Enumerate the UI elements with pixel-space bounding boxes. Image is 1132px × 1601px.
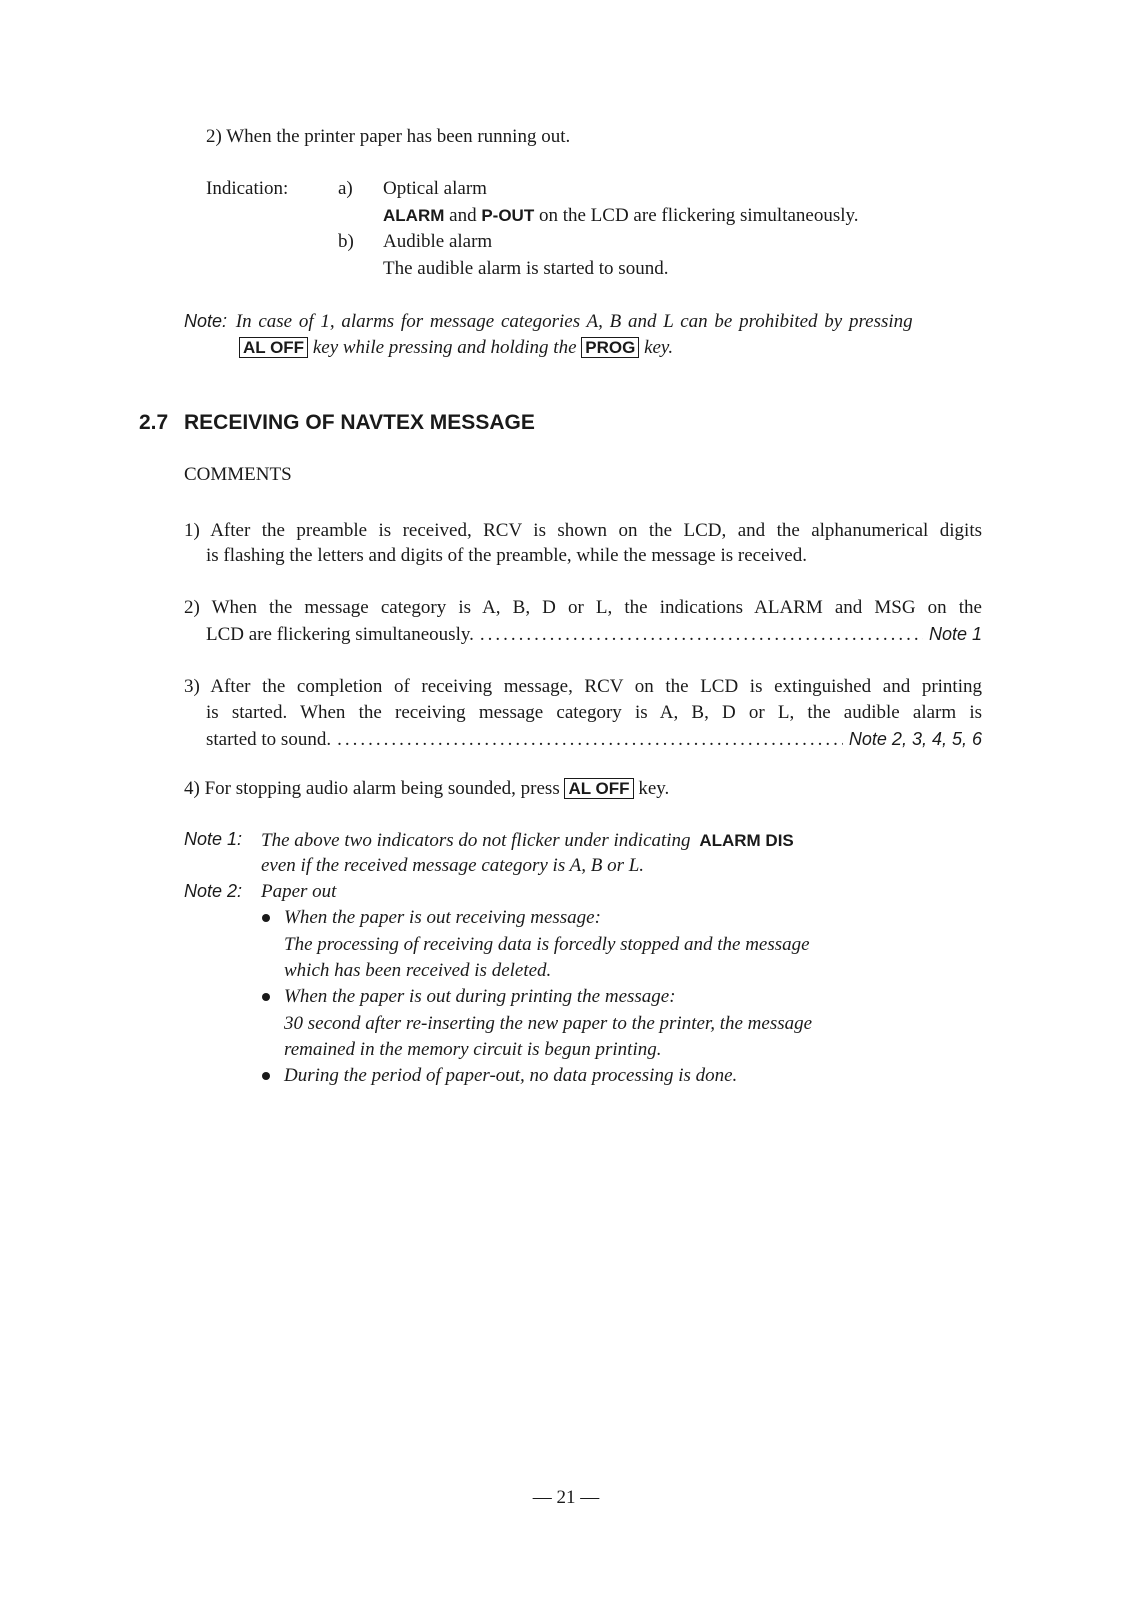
desc-and: and <box>449 205 477 226</box>
item2-line1: 2) When the message category is A, B, D or L, the indications ALARM and MSG on the <box>184 597 982 618</box>
item3-line3 <box>206 729 982 751</box>
item-paper-out: 2) When the printer paper has been running out. <box>206 126 571 147</box>
bullet-icon <box>262 914 270 922</box>
prog-key: PROG <box>581 337 639 358</box>
item3-line2: is started. When the receiving message category is A, B, D or L, the audible alarm is <box>206 702 982 723</box>
section-title: RECEIVING OF NAVTEX MESSAGE <box>184 411 535 434</box>
item1-line1: 1) After the preamble is received, RCV is shown on the LCD, and the alphanumerical digits <box>184 520 982 541</box>
note1-text: The above two indicators do not flicker under indicating <box>261 830 691 851</box>
alarm-indicator: ALARM <box>383 206 445 225</box>
note-text-line2: key while pressing and holding the <box>312 337 577 358</box>
audible-alarm-desc: The audible alarm is started to sound. <box>383 258 669 279</box>
bullet1-line2: which has been received is deleted. <box>284 960 552 981</box>
note1-label: Note 1: <box>184 829 243 849</box>
item4 <box>184 778 669 800</box>
item1-line2: is flashing the letters and digits of the preamble, while the message is received. <box>206 545 807 566</box>
p-out-indicator: P-OUT <box>481 206 535 225</box>
note2-title: Paper out <box>261 881 337 902</box>
item3-line1: 3) After the completion of receiving message, RCV on the LCD is extinguished and printing <box>184 676 982 697</box>
note-text-line2-tail: key. <box>644 337 674 358</box>
marker-b: b) <box>338 231 354 252</box>
note-line2 <box>239 337 673 359</box>
comments-label: COMMENTS <box>184 464 292 485</box>
item2-line2 <box>206 624 982 646</box>
desc-tail: on the LCD are flickering simultaneously. <box>538 205 859 226</box>
bullet2-line2: remained in the memory circuit is begun printing. <box>284 1039 662 1060</box>
note1-line1 <box>261 830 794 852</box>
optical-alarm-title: Optical alarm <box>383 178 487 199</box>
bullet2-line1: 30 second after re-inserting the new paper to the printer, the message <box>284 1013 813 1034</box>
al-off-key: AL OFF <box>564 778 633 799</box>
bullet3-head: During the period of paper-out, no data processing is done. <box>284 1065 738 1086</box>
al-off-key: AL OFF <box>239 337 308 358</box>
page-number: — 21 — <box>532 1487 600 1508</box>
leader-dots <box>480 624 923 646</box>
bullet-icon <box>262 1072 270 1080</box>
note-block <box>184 311 913 333</box>
bullet-icon <box>262 993 270 1001</box>
item3-note-ref: Note 2, 3, 4, 5, 6 <box>848 729 982 749</box>
note-label: Note: <box>184 311 228 331</box>
bullet2-head: When the paper is out during printing the message: <box>284 986 676 1007</box>
bullet1-head: When the paper is out receiving message: <box>284 907 601 928</box>
item2-note-ref: Note 1 <box>928 624 982 644</box>
marker-a: a) <box>338 178 353 199</box>
bullet1-line1: The processing of receiving data is forcedly stopped and the message <box>284 934 810 955</box>
note2-label: Note 2: <box>184 881 243 901</box>
note1-line2: even if the received message category is A, B or L. <box>261 855 645 876</box>
audible-alarm-title: Audible alarm <box>383 231 493 252</box>
alarm-dis-indicator: ALARM DIS <box>699 831 794 850</box>
item4-text: 4) For stopping audio alarm being sounded, press <box>184 778 560 799</box>
note-text-line1: In case of 1, alarms for message categories A, B and L can be prohibited by pressing <box>235 311 913 332</box>
section-number: 2.7 <box>139 411 169 434</box>
item2-line2-text: LCD are flickering simultaneously. <box>206 624 474 645</box>
item3-line3-text: started to sound. <box>206 729 332 750</box>
leader-dots <box>337 729 843 751</box>
optical-alarm-desc <box>383 205 859 227</box>
item4-tail: key. <box>638 778 670 799</box>
indication-label: Indication: <box>206 178 289 199</box>
